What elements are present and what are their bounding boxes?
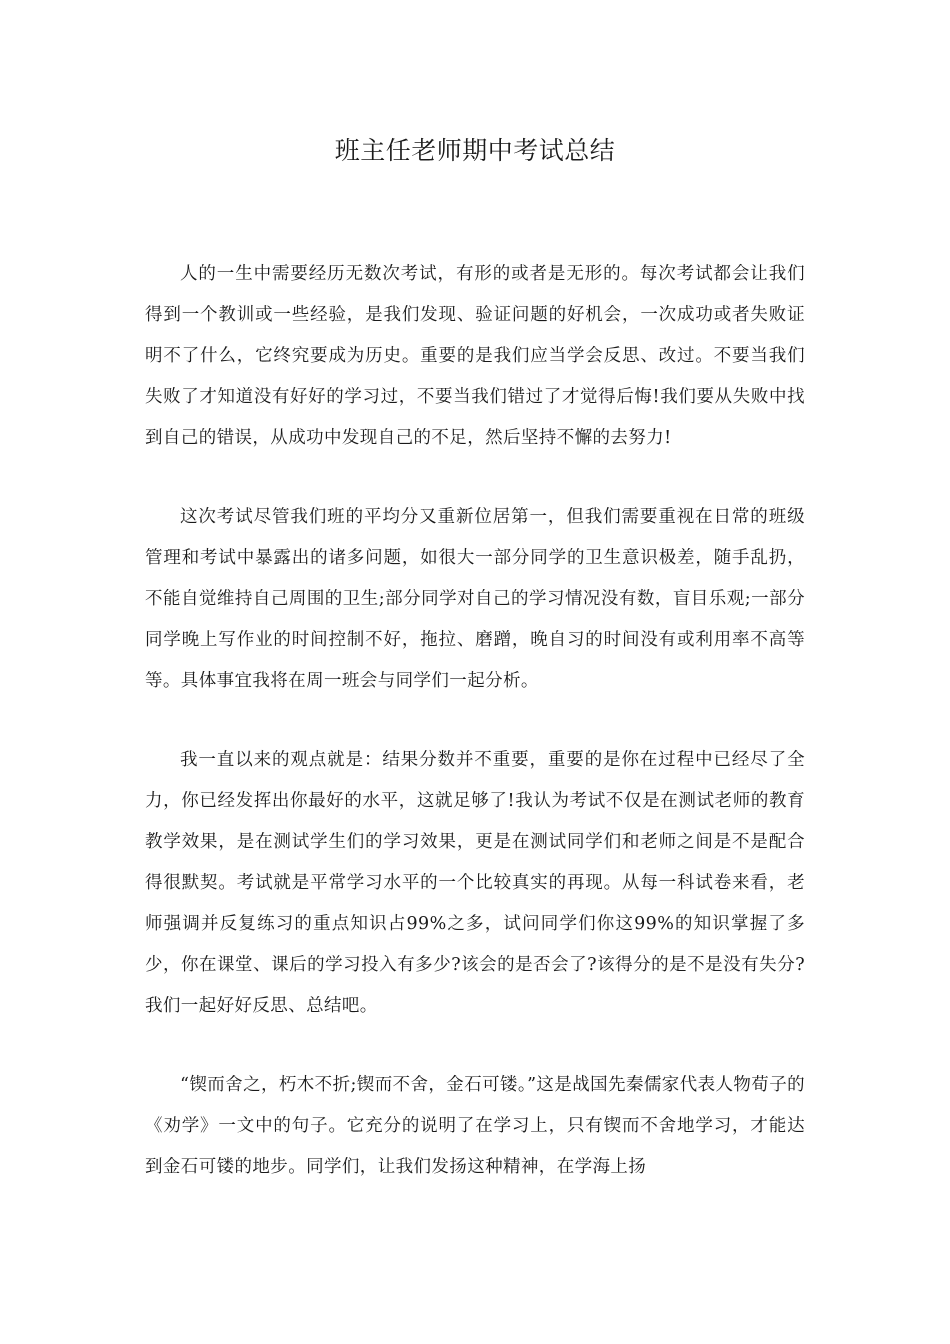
paragraph-2: 这次考试尽管我们班的平均分又重新位居第一，但我们需要重视在日常的班级管理和考试中暴露出的诸多问题，如很大一部分同学的卫生意识极差，随手乱扔，不能自觉维持自己周围的卫生;部分同学对自己的学习情况没有数，盲目乐观;一部分同学晚上写作业的时间控制不好，拖拉、磨蹭，晚自习的时间没有或利用率不高等等。具体事宜我将在周一班会与同学们一起分析。 xyxy=(145,507,805,691)
document-body xyxy=(145,254,805,1226)
paragraph-3: 我一直以来的观点就是：结果分数并不重要，重要的是你在过程中已经尽了全力，你已经发挥出你最好的水平，这就足够了!我认为考试不仅是在测试老师的教育教学效果，是在测试学生们的学习效果，更是在测试同学们和老师之间是不是配合得很默契。考试就是平常学习水平的一个比较真实的再现。从每一科试卷来看，老师强调并反复练习的重点知识占99%之多，试问同学们你这99%的知识掌握了多少，你在课堂、课后的学习投入有多少?该会的是否会了?该得分的是不是没有失分?我们一起好好反思、总结吧。 xyxy=(145,750,805,1016)
document-title: 班主任老师期中考试总结 xyxy=(334,136,616,165)
paragraph-4: “锲而舍之，朽木不折;锲而不舍，金石可镂。”这是战国先秦儒家代表人物荀子的《劝学》一文中的句子。它充分的说明了在学习上，只有锲而不舍地学习，才能达到金石可镂的地步。同学们，让我们发扬这种精神，在学海上扬 xyxy=(145,1075,805,1177)
paragraph-1: 人的一生中需要经历无数次考试，有形的或者是无形的。每次考试都会让我们得到一个教训或一些经验，是我们发现、验证问题的好机会，一次成功或者失败证明不了什么，它终究要成为历史。重要的是我们应当学会反思、改过。不要当我们失败了才知道没有好好的学习过，不要当我们错过了才觉得后悔!我们要从失败中找到自己的错误，从成功中发现自己的不足，然后坚持不懈的去努力! xyxy=(145,264,805,448)
